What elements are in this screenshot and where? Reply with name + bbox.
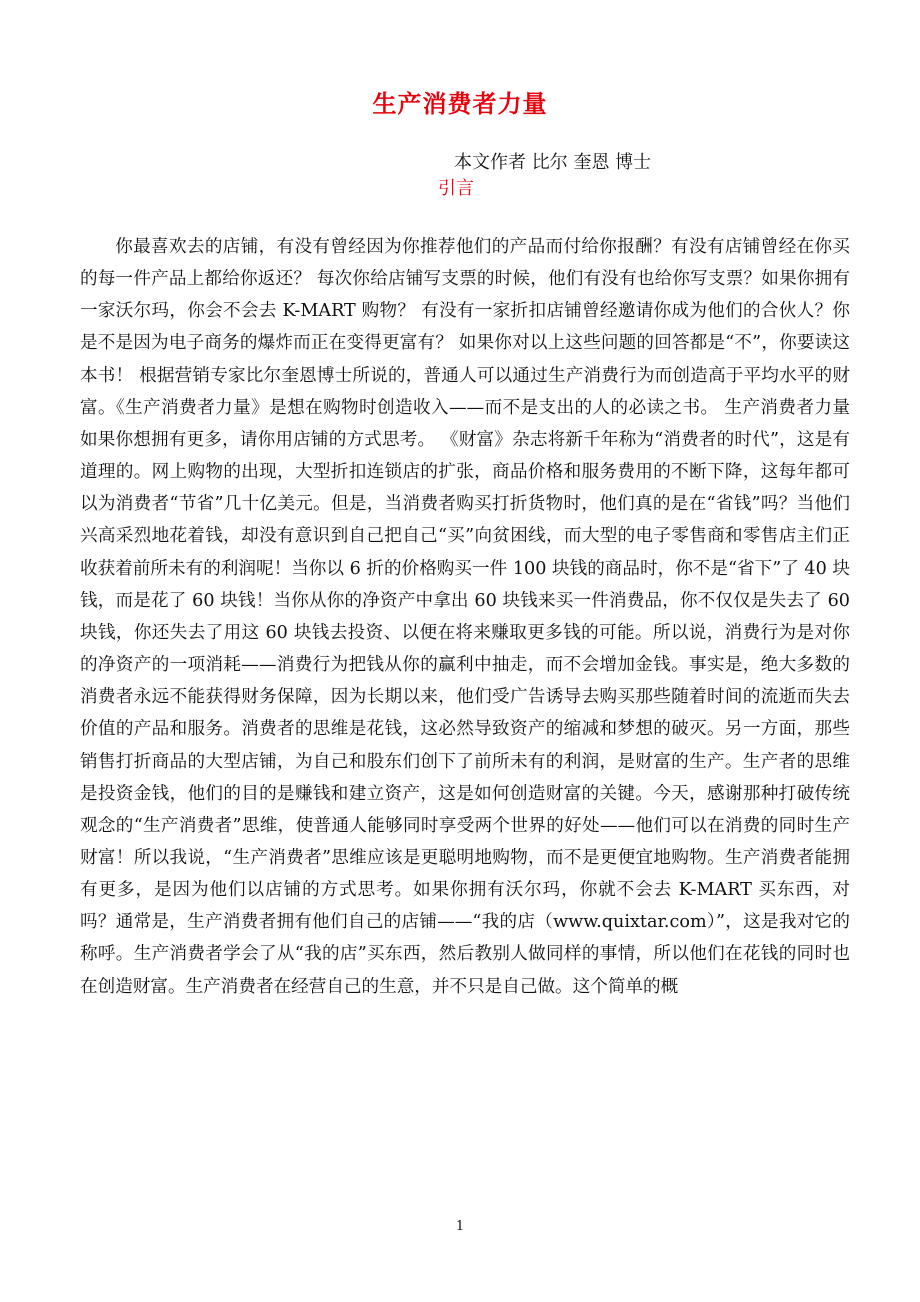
document-title: 生产消费者力量 — [372, 89, 548, 118]
intro-heading: 引言 — [438, 178, 474, 199]
body-paragraph: 你最喜欢去的店铺，有没有曾经因为你推荐他们的产品而付给你报酬？有没有店铺曾经在你买的每一件产品上都给你返还？ 每次你给店铺写支票的时候，他们有没有也给你写支票？如果你拥有一家沃尔玛，你会不会去 K-MART 购物？ 有没有一家折扣店铺曾经邀请你成为他们的合伙人？你是不是因为电子商务的爆炸而正在变得更富有？ 如果你对以上这些问题的回答都是“不”，你要读这本书！ 根据营销专家比尔奎恩博士所说的，普通人可以通过生产消费行为而创造高于平均水平的财富。《生产消费者力量》是想在购物时创造收入——而不是支出的人的必读之书。 生产消费者力量 如果你想拥有更多，请你用店铺的方式思考。 《财富》杂志将新千年称为“消费者的时代”，这是有道理的。网上购物的出现，大型折扣连锁店的扩张，商品价格和服务费用的不断下降，这每年都可以为消费者“节省”几十亿美元。但是，当消费者购买打折货物时，他们真的是在“省钱”吗？当他们兴高采烈地花着钱，却没有意识到自己把自己“买”向贫困线，而大型的电子零售商和零售店主们正收获着前所未有的利润呢！当你以 6 折的价格购买一件 100 块钱的商品时，你不是“省下”了 40 块钱，而是花了 60 块钱！当你从你的净资产中拿出 60 块钱来买一件消费品，你不仅仅是失去了 60 块钱，你还失去了用这 60 块钱去投资、以便在将来赚取更多钱的可能。所以说，消费行为是对你的净资产的一项消耗——消费行为把钱从你的赢利中抽走，而不会增加金钱。事实是，绝大多数的消费者永远不能获得财务保障，因为长期以来，他们受广告诱导去购买那些随着时间的流逝而失去价值的产品和服务。消费者的思维是花钱，这必然导致资产的缩减和梦想的破灭。另一方面，那些销售打折商品的大型店铺，为自己和股东们创下了前所未有的利润，是财富的生产。生产者的思维是投资金钱，他们的目的是赚钱和建立资产，这是如何创造财富的关键。今天，感谢那种打破传统观念的“生产消费者”思维，使普通人能够同时享受两个世界的好处——他们可以在消费的同时生产财富！所以我说，“生产消费者”思维应该是更聪明地购物，而不是更便宜地购物。生产消费者能拥有更多，是因为他们以店铺的方式思考。如果你拥有沃尔玛，你就不会去 K-MART 买东西，对吗？通常是，生产消费者拥有他们自己的店铺——“我的店（www.quixtar.com）”，这是我对它的称呼。生产消费者学会了从“我的店”买东西，然后教别人做同样的事情，所以他们在花钱的同时也在创造财富。生产消费者在经营自己的生意，并不只是自己做。这个简单的概 — [80, 237, 850, 997]
page-number: 1 — [455, 1219, 465, 1234]
author-line: 本文作者 比尔 奎恩 博士 — [454, 152, 652, 173]
